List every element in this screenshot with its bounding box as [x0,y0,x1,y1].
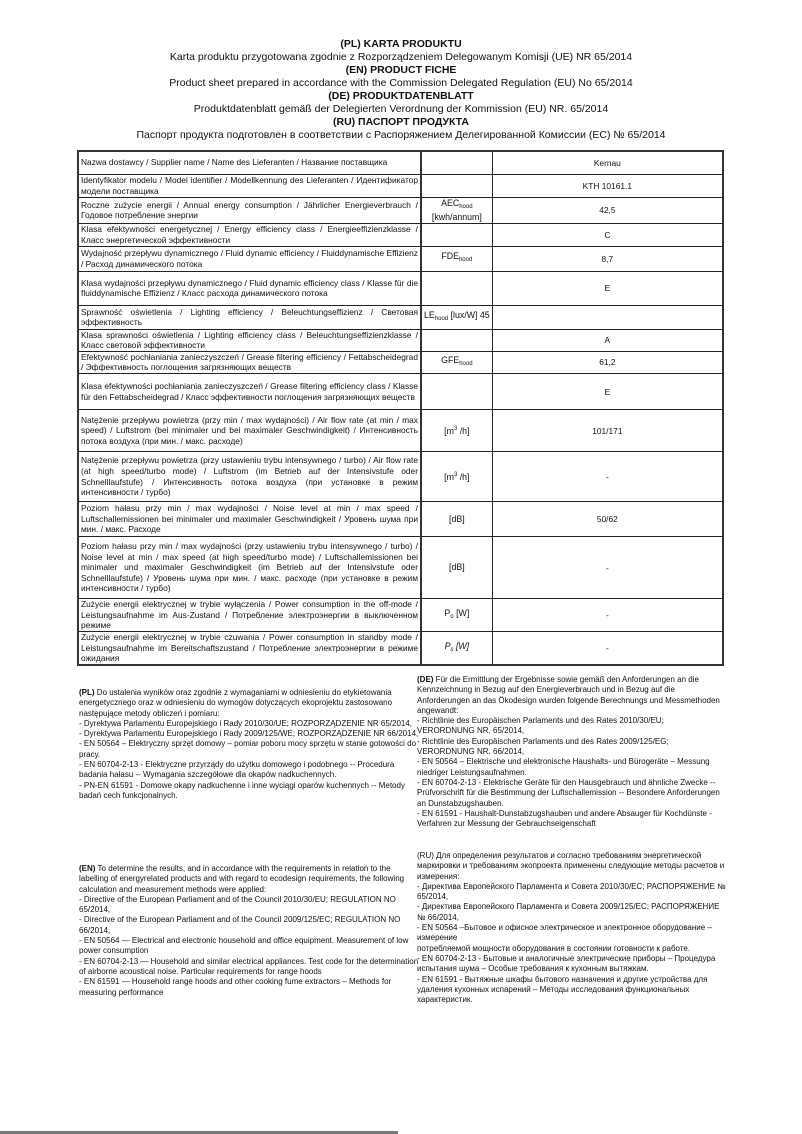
list-item: потребляемой мощности оборудования в состоянии готовности к работе. [417,943,691,953]
row-description: Efektywność pochłaniania zanieczyszczeń / Grease filtering efficiency / Fettabscheidegrad / Эффективность поглощения загрязняющих веществ [78,351,421,373]
table-row-fde [78,246,723,271]
list-item: - EN 60704-2-13 - Elektrische Geräte für den Hausgebrauch und ähnliche Zwecke -- Prüfvorschrift für die Bestimmung der Luftschallemission -- Besondere Anforderungen an Dunstabzugshauben. [417,777,720,808]
table-row-lighting-class [78,329,723,351]
list-item: - EN 50564 – Elektrische und elektronische Haushalts- und Bürogeräte – Messung niedriger Leistungsaufnahmen. [417,757,710,777]
de-title: (DE) PRODUKTDATENBLATT [328,90,474,102]
unit-superscript: 3 [453,426,458,433]
table-row-power-standby [78,632,723,665]
row-value: E [492,271,723,305]
row-value: Kernau [492,151,723,174]
row-unit [421,374,492,410]
row-description: Natężenie przepływu powietrza (przy min / max wydajności) / Air flow rate (at min / max speed) / Luftstrom (bei minimaler und bei maximaler Geschwindigkeit) / Интенсивность потока воздуха (при мин. / макс. расходе) [78,410,421,452]
row-value: 50/62 [492,502,723,537]
unit-subscript: s [450,646,454,653]
row-value: - [492,537,723,599]
unit-symbol: [m [444,472,454,483]
row-unit [421,223,492,246]
unit-symbol: AEC [441,197,460,208]
list-item: - Dyrektywa Parlamentu Europejskiego i Rady 2010/30/UE; ROZPORZĄDZENIE NR 65/2014, [79,718,413,728]
list-item: - EN 50564 –Бытовое и офисное электрическое и электронное оборудование – измерение [417,923,712,943]
ru-title: (RU) ПАСПОРТ ПРОДУКТА [332,116,470,128]
row-description: Wydajność przepływu dynamicznego / Fluid dynamic efficiency / Fluiddynamische Effizienz / Расход динамического потока [78,246,421,271]
table-row-noise [78,502,723,537]
unit-superscript: 3 [453,472,458,479]
table-row-gfe-class [78,374,723,410]
list-item: - EN 50564 – Elektryczny sprzęt domowy – pomiar poboru mocy sprzętu w stanie gotowości do pracy. [79,739,417,759]
list-item: - Dyrektywa Parlamentu Europejskiego i Rady 2009/125/WE; ROZPORZĄDZENIE NR 66/2014, [79,729,419,739]
de-subtitle: Produktdatenblatt gemäß der Delegierten Verordnung der Kommission (EU) NR. 65/2014 [193,103,609,115]
row-value: C [492,223,723,246]
row-unit: [dB] [421,502,492,537]
row-unit [421,410,492,452]
row-unit [421,174,492,197]
row-description: Nazwa dostawcy / Supplier name / Name des Lieferanten / Название поставщика [78,151,421,174]
row-description: Klasa wydajności przepływu dynamicznego / Fluid dynamic efficiency class / Klasse für die fluiddynamische Effizienz / Класс расхода динамического потока [78,271,421,305]
row-unit [421,246,492,271]
row-value: 8,7 [492,246,723,271]
list-item: - EN 61591 - Вытяжные шкафы бытового назначения и другие устройства для удаления кухонных испарений – Методы исследования функциональных характеристик. [417,974,708,1005]
table-row-noise-turbo [78,537,723,599]
row-value: 61,2 [492,351,723,373]
table-row-model [78,174,723,197]
row-value: A [492,329,723,351]
row-value: KTH 10161.1 [492,174,723,197]
row-description: Klasa efektywności energetycznej / Energy efficiency class / Energieeffizienzklasse / Класс энергетической эффективности [78,223,421,246]
notes-intro: Do ustalenia wyników oraz zgodnie z wymaganiami w odniesieniu do etykietowania energetycznego oraz w odniesieniu do wymogów dotyczących ekoprojektu zastosowano następujące metody obliczeń i pomiaru: [79,688,393,718]
notes-pl [79,688,419,801]
unit-subscript: hood [459,203,473,210]
table-row-airflow-turbo [78,452,723,502]
lang-label: (PL) [79,688,95,697]
row-value: 101/171 [492,410,723,452]
row-description: Identyfikator modelu / Model identifier / Modellkennung des Lieferanten / Идентификатор модели поставщика [78,174,421,197]
list-item: - PN-EN 61591 - Domowe okapy nadkuchenne i inne wyciągi oparów kuchennych -- Metody badań cech funkcjonalnych. [79,780,405,800]
unit-symbol: FDE [441,251,459,262]
table-row-power-off [78,599,723,632]
row-value: 42,5 [492,197,723,223]
row-description: Zużycie energii elektrycznej w trybie wyłączenia / Power consumption in the off-mode / Leistungsaufnahme im Aus-Zustand / Потребление электроэнергии в выключенном режиме [78,599,421,632]
row-description: Poziom hałasu przy min / max wydajności / Noise level at min / max speed / Luftschallemissionen bei minimaler und maximaler Geschwindigkeit / Уровень шума при мин. / макс. Расходе [78,502,421,537]
unit-subscript: hood [458,257,473,264]
table-row-supplier [78,151,723,174]
unit-suffix: /h] [457,472,470,483]
unit-symbol: [m [444,426,454,437]
row-description: Natężenie przepływu powietrza (przy ustawieniu trybu intensywnego / turbo) / Air flow rate (at high speed/turbo mode) / Luftstrom (im Betrieb auf der Intensivstufe oder Schnelllaufstufe) / Интенсивность потока воздуха (при установке в режим интенсивности / турбо) [78,452,421,502]
list-item: - Richtlinie des Europäischen Parlaments und des Rates 2009/125/EG; VERORDNUNG NR. 66/2014, [417,736,669,757]
notes-de [417,675,723,829]
row-unit [421,151,492,174]
row-unit [421,632,492,665]
row-unit [421,197,492,223]
lang-label: (DE) [417,675,434,684]
unit-subscript: hood [459,361,473,368]
table-row-aec [78,197,723,223]
notes-intro: Для определения результатов и согласно требованиям энергетической маркировки и требованиям экопроекта применены следующие методы расчетов и измерения: [417,851,725,881]
list-item: - Richtlinie des Europäischen Parlaments und des Rates 2010/30/EU; VERORDNUNG NR. 65/2014, [417,716,664,736]
notes-en [79,864,419,998]
list-item: - EN 61591 - Haushalt-Dunstabzugshauben und andere Absauger für Kochdünste - Verfahren zur Messung der Gebrauchseigenschaft [417,808,712,829]
unit-symbol: P [444,607,451,618]
pl-title: (PL) KARTA PRODUKTU [340,38,462,50]
row-unit: [dB] [421,537,492,599]
row-unit [421,351,492,373]
unit-suffix: [lux/W] 45 [448,309,490,320]
list-item: - EN 61591 — Household range hoods and other cooking fume extractors – Methods for measuring performance [79,977,392,997]
lang-label: (EN) [79,864,96,873]
table-row-energy-class [78,223,723,246]
unit-symbol: P [444,640,451,651]
unit-suffix: [kwh/annum] [431,212,482,223]
row-value: - [492,599,723,632]
row-value: E [492,374,723,410]
row-unit [421,305,492,329]
lang-label: (RU) [417,851,434,860]
list-item: - EN 60704-2-13 - Бытовые и аналогичные электрические приборы – Процедура испытания шума – Особые требования к кухонным вытяжкам. [417,953,716,974]
table-row-airflow [78,410,723,452]
row-unit [421,452,492,502]
row-unit [421,599,492,632]
row-description: Klasa efektywności pochłaniania zanieczyszczeń / Grease filtering efficiency class / Klasse für den Fettabscheidegrad / Класс эффективности поглощения загрязняющих веществ [78,374,421,410]
en-title: (EN) PRODUCT FICHE [345,64,457,76]
en-subtitle: Product sheet prepared in accordance with the Commission Delegated Regulation (EU) No 65/2014 [169,77,633,89]
product-fiche-table [77,150,724,666]
list-item: - EN 60704-2-13 - Elektryczne przyrządy do użytku domowego i podobnego -- Procedura badania hałasu -- Wymagania szczegółowe dla okapów nadkuchennych. [79,760,395,780]
row-description: Sprawność oświetlenia / Lighting efficiency / Beleuchtungseffizienz / Световая эффективность [78,305,421,329]
list-item: - Directive of the European Parliament and of the Council 2010/30/EU; REGULATION NO 65/2014, [79,894,396,915]
unit-subscript: hood [434,315,449,322]
row-description: Roczne zużycie energii / Annual energy consumption / Jährlicher Energieverbrauch / Годовое потребление энергии [78,197,421,223]
row-value [492,305,723,329]
unit-suffix: [W] [453,607,470,618]
table-row-fde-class [78,271,723,305]
list-item: - EN 60704-2-13 — Household and similar electrical appliances. Test code for the determination of airborne acoustical noise. Particular requirements for range hoods [79,956,419,976]
list-item: - Directive of the European Parliament and of the Council 2009/125/EC; REGULATION NO 66/2014, [79,915,401,935]
table-row-lighting [78,305,723,329]
row-value: - [492,452,723,502]
row-description: Poziom hałasu przy min / max wydajności (przy ustawieniu trybu intensywnego / turbo) / Noise level at min / max speed (at high speed/turbo mode) / Luftschallemissionen bei minimaler und maximaler Geschwindigkeit (im Betrieb auf der Intensivstufe oder Schnelllaufstufe) / Уровень шума при мин. / макс. расходе (при установке в режим интенсивности / турбо) [78,537,421,599]
unit-suffix: [W] [453,640,470,651]
row-unit [421,329,492,351]
row-value: - [492,632,723,665]
table-row-gfe [78,351,723,373]
list-item: - EN 50564 — Electrical and electronic household and office equipment. Measurement of low power consumption [79,936,409,956]
list-item: - Директива Европейского Парламента и Совета 2010/30/ЕС; РАСПОРЯЖЕНИЕ № 65/2014, [417,881,726,902]
unit-subscript: o [450,613,454,620]
row-description: Zużycie energii elektrycznej w trybie czuwania / Power consumption in standby mode / Leistungsaufnahme im Bereitschaftszustand / Потребление электроэнергии в режиме ожидания [78,632,421,665]
notes-ru [417,851,727,1005]
row-description: Klasa sprawności oświetlenia / Lighting efficiency class / Beleuchtungseffizienzklasse / Класс световой эффективности [78,329,421,351]
unit-suffix: /h] [457,426,470,437]
pl-subtitle: Karta produktu przygotowana zgodnie z Rozporządzeniem Delegowanym Komisji (UE) NR 65/2014 [169,51,633,63]
notes-intro: Für die Ermittlung der Ergebnisse sowie gemäß den Anforderungen an die Kennzeichnung in Bezug auf den Energieverbrauch und in Bezug auf die Anforderungen an das Ökodesign wurden folgende Berechnungs und Messmethoden angewandt: [417,675,720,715]
ru-subtitle: Паспорт продукта подготовлен в соответствии с Распоряжением Делегированной Комиссии (ЕС) № 65/2014 [136,129,666,141]
unit-symbol: LE [424,309,435,320]
notes-intro: To determine the results, and in accordance with the requirements in relation to the labelling of energyrelated products and with regard to ecodesign requirements, the following calculation and measurement methods were applied: [79,864,405,894]
unit-symbol: GFE [441,355,460,366]
document-header [0,38,802,142]
list-item: - Директива Европейского Парламента и Совета 2009/125/ЕС; РАСПОРЯЖЕНИЕ № 66/2014, [417,902,720,922]
row-unit [421,271,492,305]
